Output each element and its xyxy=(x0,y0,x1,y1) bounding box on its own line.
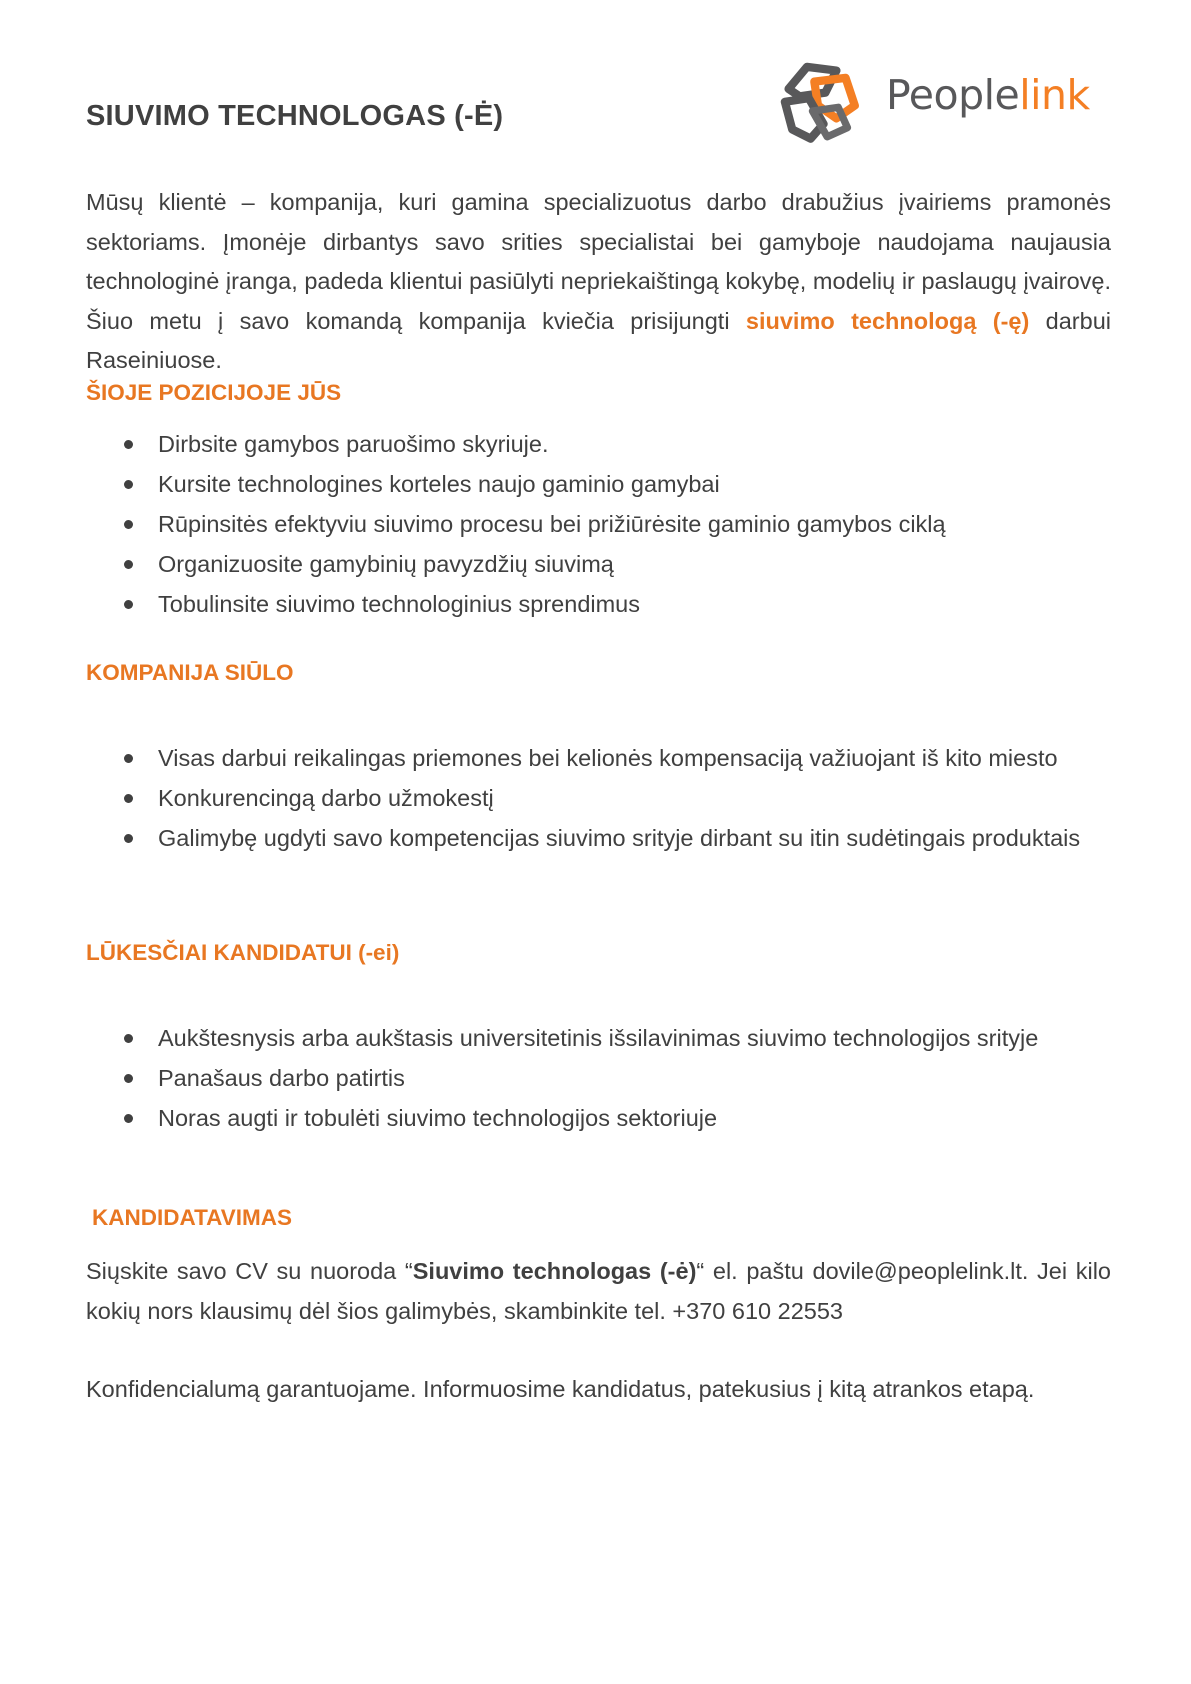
list-item xyxy=(86,1018,1111,1058)
confidentiality-note: Konfidencialumą garantuojame. Informuosime kandidatus, patekusius į kitą atrankos etapą. xyxy=(86,1376,1035,1402)
list-item xyxy=(86,544,1111,584)
candidate-expectations-list xyxy=(86,1018,1111,1138)
section-heading-expectations: LŪKESČIAI KANDIDATUI (-ei) xyxy=(86,940,400,965)
list-item xyxy=(86,504,1111,544)
list-item-text: Visas darbui reikalingas priemones bei kelionės kompensaciją važiuojant iš kito miesto xyxy=(158,745,1058,771)
list-item-text: Organizuosite gamybinių pavyzdžių siuvimą xyxy=(158,551,614,577)
bullet-icon xyxy=(124,1034,133,1043)
logo-text-people: People xyxy=(886,71,1020,119)
list-item-text: Noras augti ir tobulėti siuvimo technologijos sektoriuje xyxy=(158,1105,718,1131)
logo-wordmark xyxy=(886,71,1090,119)
list-item-text: Dirbsite gamybos paruošimo skyriuje. xyxy=(158,431,549,457)
logo-text-link: link xyxy=(1019,71,1090,119)
bullet-icon xyxy=(124,754,133,763)
list-item xyxy=(86,464,1111,504)
intro-highlight: siuvimo technologą (-ę) xyxy=(745,307,1030,334)
application-reference: Siuvimo technologas (-ė) xyxy=(412,1258,697,1284)
application-text: Siųskite savo CV su nuoroda “ xyxy=(86,1258,413,1284)
position-duties-list xyxy=(86,424,1111,624)
company-offer-list xyxy=(86,738,1111,858)
section-heading-position: ŠIOJE POZICIJOJE JŪS xyxy=(86,380,342,405)
bullet-icon xyxy=(124,560,133,569)
intro-paragraph xyxy=(86,183,1111,381)
list-item xyxy=(86,738,1111,778)
bullet-icon xyxy=(124,440,133,449)
application-contact-text: “ el. paštu dovile@peoplelink.lt. Jei kilo kokių nors klausimų dėl šios galimybės, skambinkite tel. +370 610 22553 xyxy=(86,1258,1111,1324)
bullet-icon xyxy=(124,834,133,843)
list-item-text: Aukštesnysis arba aukštasis universitetinis išsilavinimas siuvimo technologijos srityje xyxy=(158,1025,1039,1051)
intro-text: Mūsų klientė – kompanija, kuri gamina specializuotus darbo drabužius įvairiems pramonės sektoriams. Įmonėje dirbantys savo srities specialistai bei gamyboje naudojama naujausia technologinė įranga, padeda klientui pasiūlyti nepriekaištingą kokybę, modelių ir paslaugų įvairovę. Šiuo metu į savo komandą kompanija kviečia prisijungti xyxy=(86,189,1111,334)
list-item xyxy=(86,818,1111,858)
section-heading-application: KANDIDATAVIMAS xyxy=(92,1205,292,1230)
section-heading-offer: KOMPANIJA SIŪLO xyxy=(86,660,294,685)
list-item xyxy=(86,778,1111,818)
list-item-text: Panašaus darbo patirtis xyxy=(158,1065,405,1091)
application-instructions xyxy=(86,1251,1111,1331)
bullet-icon xyxy=(124,1114,133,1123)
list-item-text: Konkurencingą darbo užmokestį xyxy=(158,785,494,811)
list-item xyxy=(86,1098,1111,1138)
list-item xyxy=(86,1058,1111,1098)
bullet-icon xyxy=(124,1074,133,1083)
document-page xyxy=(86,0,1111,1684)
page-title: SIUVIMO TECHNOLOGAS (-Ė) xyxy=(86,100,504,132)
list-item-text: Galimybę ugdyti savo kompetencijas siuvimo srityje dirbant su itin sudėtingais produktais xyxy=(158,825,1081,851)
intro-text-end: darbui Raseiniuose. xyxy=(86,307,1111,373)
peoplelink-logo xyxy=(772,52,1112,148)
list-item-text: Tobulinsite siuvimo technologinius sprendimus xyxy=(158,591,641,617)
bullet-icon xyxy=(124,794,133,803)
bullet-icon xyxy=(124,600,133,609)
bullet-icon xyxy=(124,520,133,529)
list-item-text: Kursite technologines korteles naujo gaminio gamybai xyxy=(158,471,720,497)
bullet-icon xyxy=(124,480,133,489)
logo-rings-icon xyxy=(772,54,864,146)
list-item xyxy=(86,424,1111,464)
list-item-text: Rūpinsitės efektyviu siuvimo procesu bei prižiūrėsite gaminio gamybos ciklą xyxy=(158,511,946,537)
list-item xyxy=(86,584,1111,624)
